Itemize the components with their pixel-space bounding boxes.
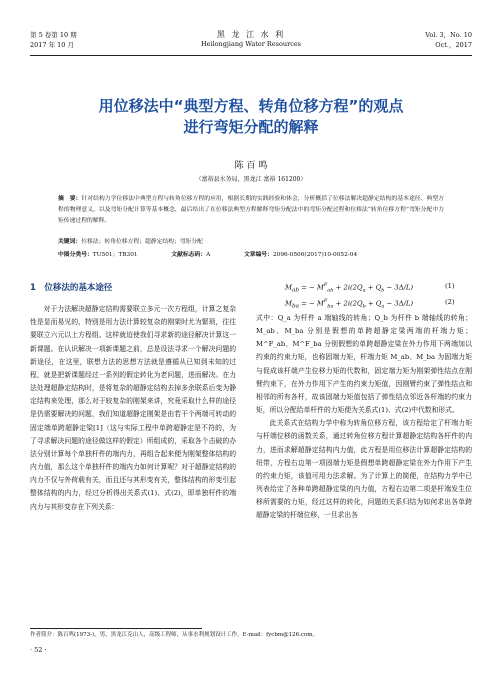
abstract-label: 摘 要： xyxy=(58,196,82,202)
equation-2: $M_{ba}$ = − $M^F_{ba} + 2i(2Q_b + Q_a - 3\Delta/L)$ xyxy=(285,298,414,310)
issue-cn: 第 5 卷第 10 期 xyxy=(30,31,77,39)
keywords xyxy=(58,237,444,248)
keywords-text: 位移法；转角位移方程；超静定结构；弯矩分配 xyxy=(81,239,203,245)
right-column xyxy=(256,312,472,523)
date-en: Oct.，2017 xyxy=(435,41,472,49)
header-rule xyxy=(30,55,472,56)
doc-label: 文献标志码： xyxy=(171,252,207,258)
page-number: · 52 · xyxy=(30,646,47,654)
cls-value: TU501；TB301 xyxy=(92,252,138,258)
journal-en: Heilongjiang Water Resources xyxy=(200,40,302,48)
title-line-2: 进行弯矩分配的解释 xyxy=(183,118,319,136)
equation-2-number: (2) xyxy=(445,298,455,306)
author: 陈 百 鸣 xyxy=(234,161,268,171)
cls-label: 中图分类号： xyxy=(58,252,93,258)
abstract xyxy=(58,194,444,226)
doc-value: A xyxy=(206,252,211,258)
footnote: 作者简介：陈百鸣(1973-)，男，黑龙江克山人，高级工程师，从事水利规划设计工作。E-mail：fycbm@126.com。 xyxy=(30,632,318,638)
keywords-label: 关键词： xyxy=(58,239,82,245)
date-cn: 2017 年 10 月 xyxy=(30,41,75,49)
abstract-text: 针对结构力学位移法中典型方程与转角位移方程的应用，根据长期的实践经验和体会，分析概括了位移法解决超静定结构的基本途径、典型方程的物理意义，以及弯矩分配计算等基本概念，最后给出了在位移法典型方程解释弯矩分配法中的弯矩分配过程和位移法“转角位移方程”弯矩分配中力矩传递过程的解释。 xyxy=(58,196,444,224)
right-paragraph-2: 此关系式在结构力学中称为转角位移方程，该方程给定了杆端力矩与杆端位移的函数关系，通过转角位移方程计算超静定结构各杆件的内力，进而求解超静定结构内力值，此方程是用位移法计算超静定结构的纽带，方程右边第一项固端力矩是假想单跨超静定梁在外力作用下产生的约束力矩，该值可用力法求解。为了计算上的简便，在结构力学中已列表给定了各种单跨超静定梁的内力值，方程右边第二项是杆端发生位移所需要的力矩，经过这样的转化，问题的关系归结为如何求出各单跨超静定梁的杆端位移，一旦求出各 xyxy=(256,419,472,520)
equation-1: $M_{ab}$ = − $M^F_{ab} + 2i(2Q_a + Q_b - 3\Delta/L)$ xyxy=(285,282,414,294)
right-paragraph-1: 式中：Q_a 为杆件 a 端轴线的转角；Q_b 为杆件 b 端轴线的转角；M_ab、M_ba 分别是假想的单跨超静定梁两端的杆端力矩；M^F_ab、M^F_ba 分别假想的单跨超静定梁在外力作用下两端加以约束的约束力矩，也称固端力矩，杆端力矩 M_ab、M_ba 为固端力矩与促成该杆端产生位移力矩的代数和，固定端力矩为刚架弹性结点在刚臂约束下，在外力作用下产生的约束力矩值，因刚臂约束了弹性结点和相邻的所有各杆，故该固端力矩值包括了弹性结点邻近各杆端的约束力矩，所以分配给单杆件的力矩便为关系式(1)、式(2)中代数和形式。 xyxy=(256,314,472,415)
equation-1-number: (1) xyxy=(445,282,455,290)
section-1-title: 1 位移法的基本途径 xyxy=(30,283,113,293)
art-value: 2096-0506(2017)10-0052-04 xyxy=(272,252,358,258)
issue-en: Vol. 3，No. 10 xyxy=(425,31,472,39)
left-paragraph: 对于力法解决超静定结构需要联立多元一次方程组，计算之复杂性是显而易见的，特别是用力法计算较复杂的刚架时尤为繁琐，往往要联立六元以上方程组。这样就迫使我们寻求新的途径解决计算这一新课题。在认识解决一项新课题之前，总是设法寻求一个解决问题的新途径，在这里，联想力法的思想方法就是遵循从已知到未知的过程，就是把新课题经过一系列的假定转化为老问题，进而解决。在力法处理超静定结构时，是将复杂的超静定结构去掉多余联系后变为静定结构来处理，那么对于较复杂的刚架来讲，究竟采取什么样的途径是仍需要解决的问题，我们知道超静定刚架是由若干个两端可转动的固定端单跨超静定梁[1]（这与实际工程中单跨超静定是不符的，为了寻求解决问题的途径做这样的假定）所组成的，采取各个击破的办法分别计算每个单独杆件的端内力，再组合起来便为刚架整体结构的内力值，那么这个单独杆件的端内力如何计算呢？对于超静定结构的内力不仅与外荷载有关，而且还与其形变有关，整体结构的形变引起整体结构的内力，经过分析得出关系式(1)、式(2)，即单独杆件的端内力与其形变存在下列关系： xyxy=(30,305,236,511)
left-column xyxy=(30,282,236,514)
art-label: 文章编号： xyxy=(243,252,273,258)
title-line-1: 用位移法中“典型方程、转角位移方程”的观点 xyxy=(98,97,404,115)
classification-line xyxy=(58,250,444,261)
footnote-rule xyxy=(30,628,202,629)
journal-cn: 黑 龙 江 水 利 xyxy=(216,30,286,39)
affiliation: （富裕县水务局，黑龙江 富裕 161200） xyxy=(195,176,307,183)
